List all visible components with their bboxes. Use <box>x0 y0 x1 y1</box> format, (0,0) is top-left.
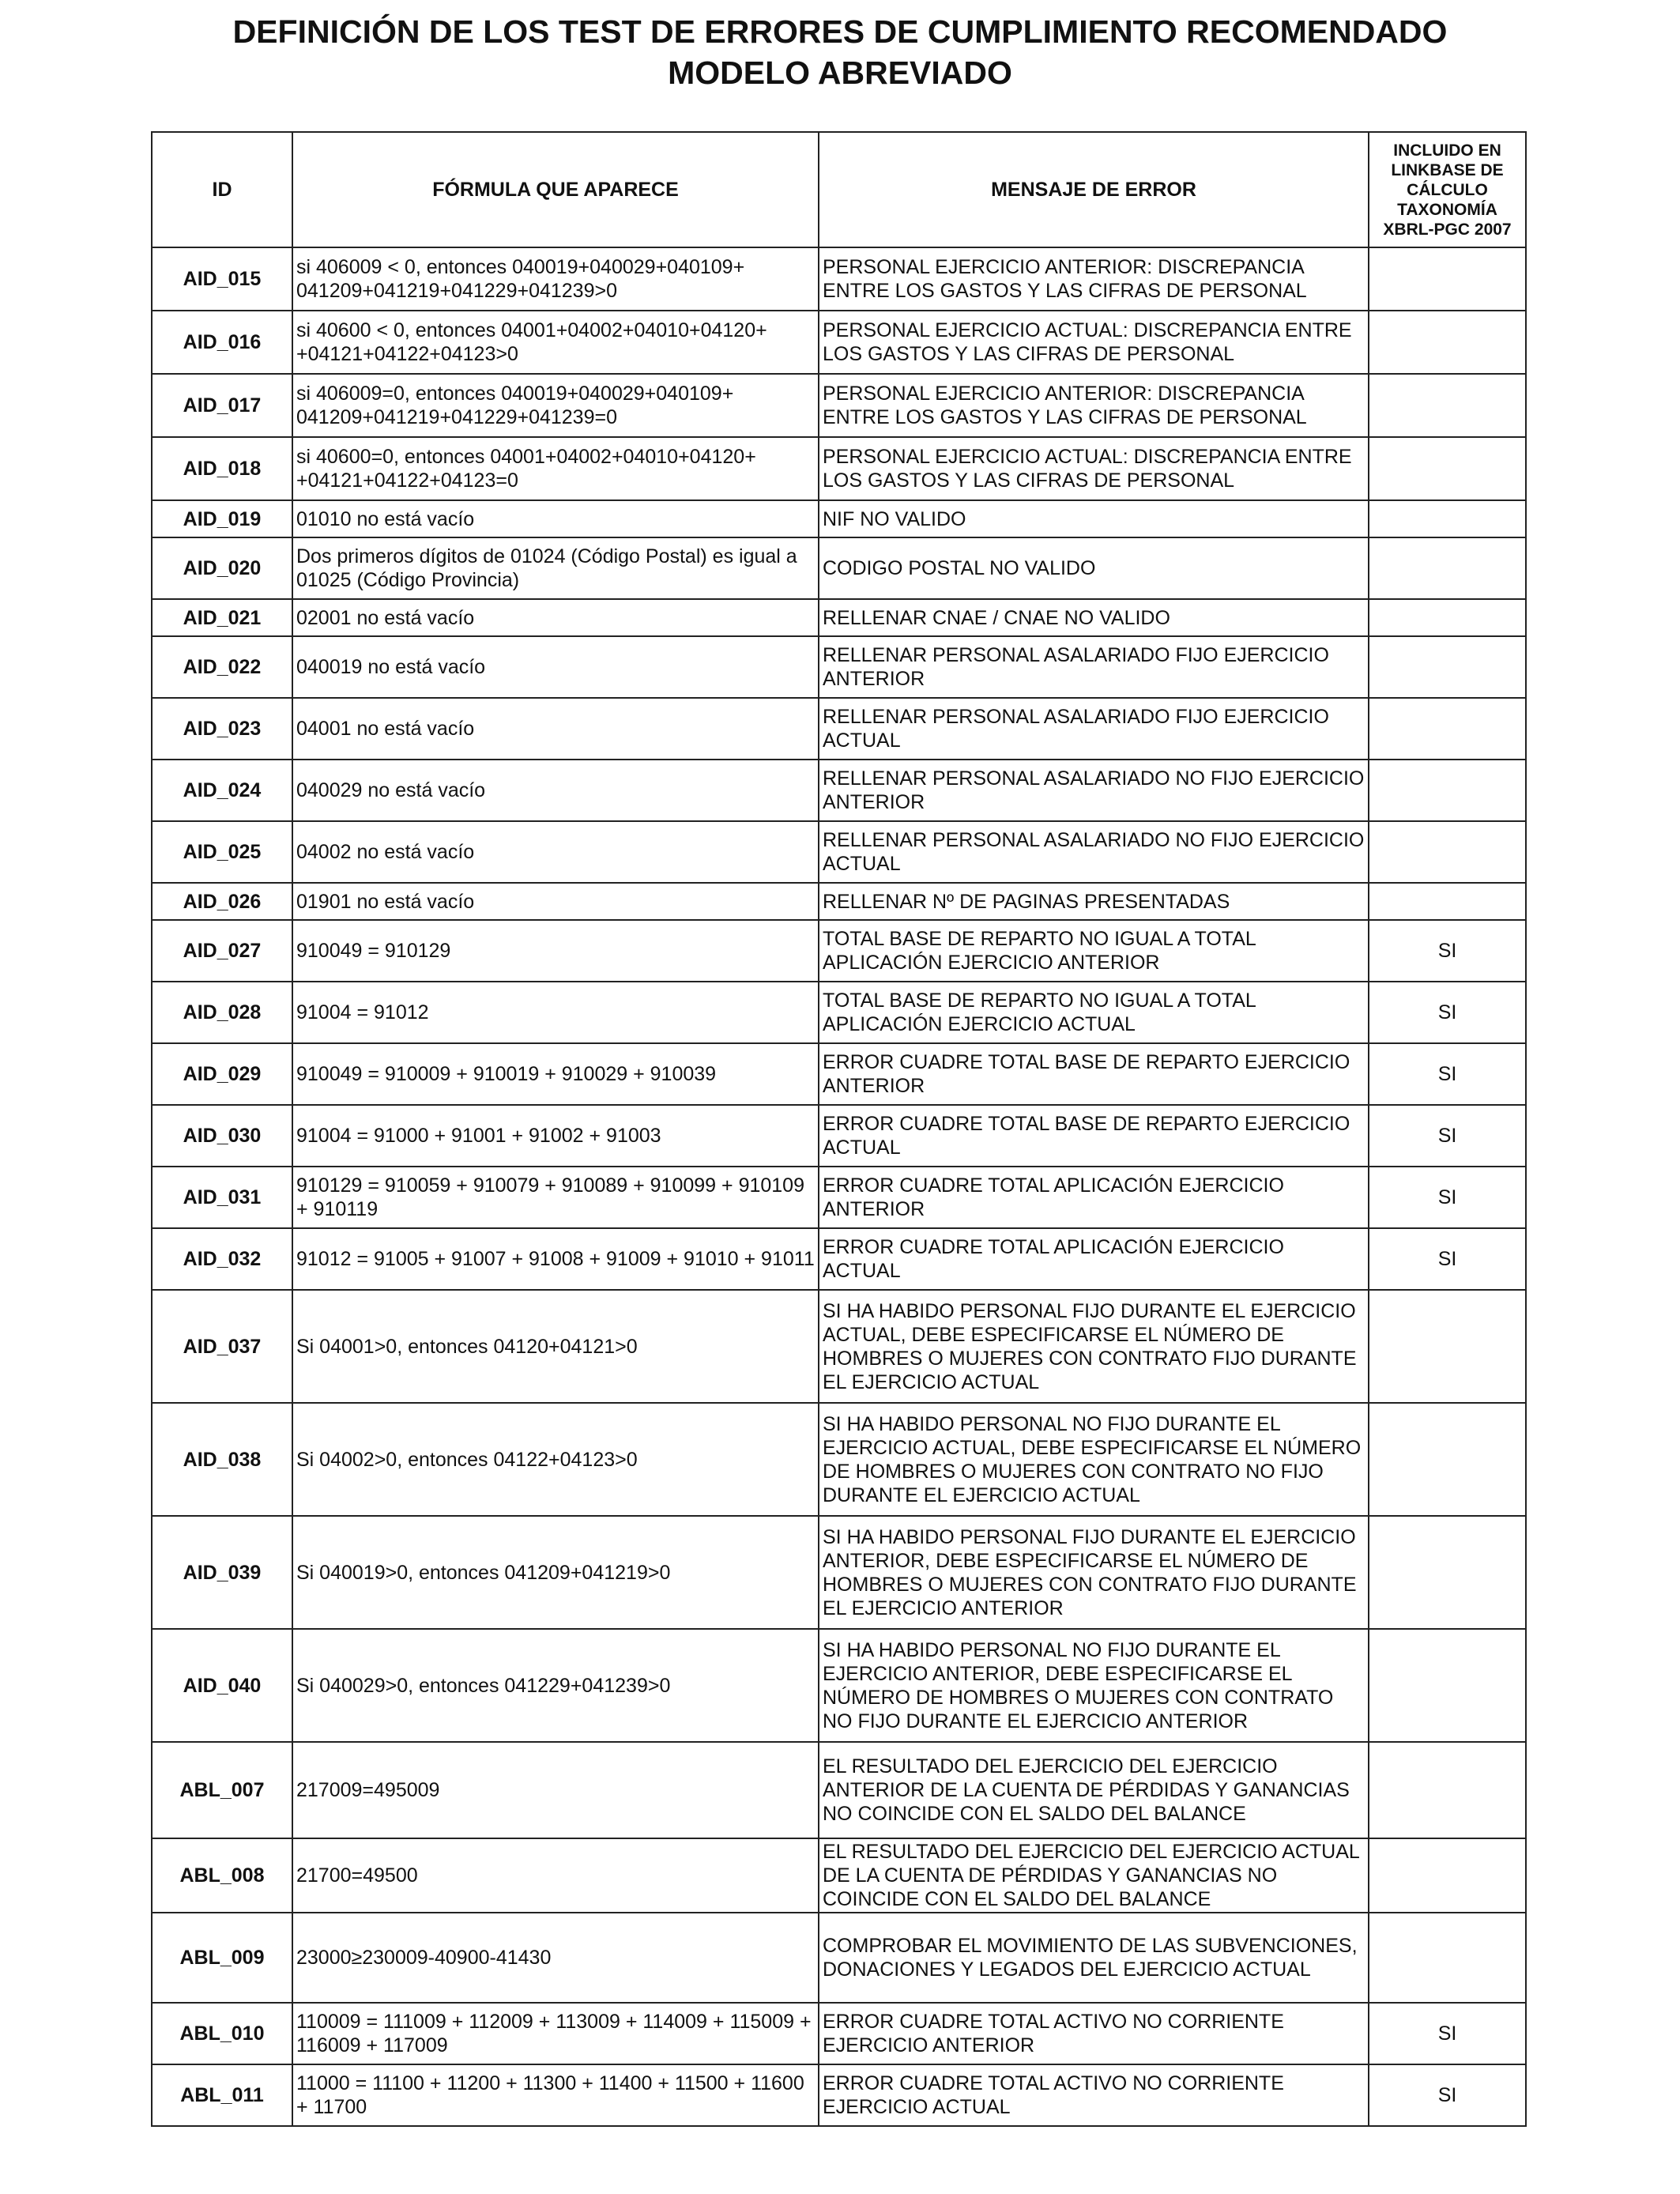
row-formula: 01010 no está vacío <box>292 500 819 537</box>
row-message: EL RESULTADO DEL EJERCICIO DEL EJERCICIO ANTERIOR DE LA CUENTA DE PÉRDIDAS Y GANANCIAS NO COINCIDE CON EL SALDO DEL BALANCE <box>819 1742 1369 1838</box>
row-id: AID_025 <box>152 821 292 883</box>
row-formula: 04001 no está vacío <box>292 698 819 760</box>
row-formula: 910049 = 910129 <box>292 920 819 982</box>
row-id: AID_019 <box>152 500 292 537</box>
table-row <box>152 1838 1526 1913</box>
row-included <box>1369 311 1526 374</box>
row-message: COMPROBAR EL MOVIMIENTO DE LAS SUBVENCIONES, DONACIONES Y LEGADOS DEL EJERCICIO ACTUAL <box>819 1913 1369 2003</box>
row-included <box>1369 500 1526 537</box>
row-message: SI HA HABIDO PERSONAL FIJO DURANTE EL EJERCICIO ANTERIOR, DEBE ESPECIFICARSE EL NÚMERO DE HOMBRES O MUJERES CON CONTRATO FIJO DURANTE EL EJERCICIO ANTERIOR <box>819 1516 1369 1629</box>
row-id: AID_018 <box>152 437 292 500</box>
header-formula: FÓRMULA QUE APARECE <box>292 132 819 247</box>
row-id: AID_015 <box>152 247 292 311</box>
header-message: MENSAJE DE ERROR <box>819 132 1369 247</box>
row-formula: 91004 = 91012 <box>292 982 819 1043</box>
table-row <box>152 698 1526 760</box>
table-row <box>152 636 1526 698</box>
page-title <box>0 11 1680 93</box>
row-included <box>1369 698 1526 760</box>
row-id: AID_032 <box>152 1228 292 1290</box>
header-id: ID <box>152 132 292 247</box>
row-id: ABL_009 <box>152 1913 292 2003</box>
row-formula: 02001 no está vacío <box>292 599 819 636</box>
header-included <box>1369 132 1526 247</box>
row-message: ERROR CUADRE TOTAL APLICACIÓN EJERCICIO ANTERIOR <box>819 1167 1369 1228</box>
row-id: AID_037 <box>152 1290 292 1403</box>
row-message: SI HA HABIDO PERSONAL NO FIJO DURANTE EL EJERCICIO ACTUAL, DEBE ESPECIFICARSE EL NÚMERO DE HOMBRES O MUJERES CON CONTRATO NO FIJO DURANTE EL EJERCICIO ACTUAL <box>819 1403 1369 1516</box>
table-row <box>152 1228 1526 1290</box>
table-row <box>152 1629 1526 1742</box>
row-formula: 91004 = 91000 + 91001 + 91002 + 91003 <box>292 1105 819 1167</box>
row-formula: 040019 no está vacío <box>292 636 819 698</box>
header-included-line: INCLUIDO EN <box>1393 141 1501 160</box>
table-row <box>152 1913 1526 2003</box>
table-row <box>152 537 1526 599</box>
table-row <box>152 1403 1526 1516</box>
row-included <box>1369 247 1526 311</box>
row-id: AID_016 <box>152 311 292 374</box>
row-included <box>1369 437 1526 500</box>
row-message: PERSONAL EJERCICIO ACTUAL: DISCREPANCIA ENTRE LOS GASTOS Y LAS CIFRAS DE PERSONAL <box>819 437 1369 500</box>
row-formula: 910129 = 910059 + 910079 + 910089 + 910099 + 910109 + 910119 <box>292 1167 819 1228</box>
row-id: ABL_010 <box>152 2003 292 2064</box>
row-id: AID_022 <box>152 636 292 698</box>
row-included <box>1369 821 1526 883</box>
row-message: CODIGO POSTAL NO VALIDO <box>819 537 1369 599</box>
row-formula: si 40600 < 0, entonces 04001+04002+04010+04120+ +04121+04122+04123>0 <box>292 311 819 374</box>
row-id: AID_021 <box>152 599 292 636</box>
row-message: SI HA HABIDO PERSONAL FIJO DURANTE EL EJERCICIO ACTUAL, DEBE ESPECIFICARSE EL NÚMERO DE HOMBRES O MUJERES CON CONTRATO FIJO DURANTE EL EJERCICIO ACTUAL <box>819 1290 1369 1403</box>
row-id: AID_030 <box>152 1105 292 1167</box>
row-formula: 21700=49500 <box>292 1838 819 1913</box>
table-row <box>152 374 1526 437</box>
row-included: SI <box>1369 982 1526 1043</box>
row-message: RELLENAR PERSONAL ASALARIADO NO FIJO EJERCICIO ANTERIOR <box>819 760 1369 821</box>
row-message: EL RESULTADO DEL EJERCICIO DEL EJERCICIO ACTUAL DE LA CUENTA DE PÉRDIDAS Y GANANCIAS NO COINCIDE CON EL SALDO DEL BALANCE <box>819 1838 1369 1913</box>
row-formula: 11000 = 11100 + 11200 + 11300 + 11400 + 11500 + 11600 + 11700 <box>292 2064 819 2126</box>
row-formula: si 406009 < 0, entonces 040019+040029+040109+ 041209+041219+041229+041239>0 <box>292 247 819 311</box>
row-id: AID_027 <box>152 920 292 982</box>
row-message: ERROR CUADRE TOTAL ACTIVO NO CORRIENTE EJERCICIO ANTERIOR <box>819 2003 1369 2064</box>
row-included: SI <box>1369 1167 1526 1228</box>
row-formula: 110009 = 111009 + 112009 + 113009 + 114009 + 115009 + 116009 + 117009 <box>292 2003 819 2064</box>
error-tests-table <box>151 131 1527 2127</box>
row-formula: 910049 = 910009 + 910019 + 910029 + 910039 <box>292 1043 819 1105</box>
row-message: NIF NO VALIDO <box>819 500 1369 537</box>
row-included: SI <box>1369 2003 1526 2064</box>
row-id: AID_017 <box>152 374 292 437</box>
table-row <box>152 500 1526 537</box>
row-formula: Dos primeros dígitos de 01024 (Código Postal) es igual a 01025 (Código Provincia) <box>292 537 819 599</box>
table-row <box>152 247 1526 311</box>
row-message: RELLENAR CNAE / CNAE NO VALIDO <box>819 599 1369 636</box>
row-formula: Si 04001>0, entonces 04120+04121>0 <box>292 1290 819 1403</box>
table-row <box>152 2003 1526 2064</box>
table-row <box>152 1516 1526 1629</box>
row-formula: Si 040029>0, entonces 041229+041239>0 <box>292 1629 819 1742</box>
row-formula: 91012 = 91005 + 91007 + 91008 + 91009 + 91010 + 91011 <box>292 1228 819 1290</box>
table-row <box>152 982 1526 1043</box>
row-included <box>1369 1516 1526 1629</box>
table-row <box>152 1290 1526 1403</box>
row-id: AID_020 <box>152 537 292 599</box>
table-row <box>152 1742 1526 1838</box>
row-included <box>1369 1838 1526 1913</box>
row-message: ERROR CUADRE TOTAL ACTIVO NO CORRIENTE EJERCICIO ACTUAL <box>819 2064 1369 2126</box>
table-row <box>152 599 1526 636</box>
row-message: ERROR CUADRE TOTAL BASE DE REPARTO EJERCICIO ANTERIOR <box>819 1043 1369 1105</box>
table-row <box>152 920 1526 982</box>
row-included: SI <box>1369 1228 1526 1290</box>
row-included <box>1369 1742 1526 1838</box>
row-id: AID_040 <box>152 1629 292 1742</box>
row-included <box>1369 374 1526 437</box>
row-formula: Si 040019>0, entonces 041209+041219>0 <box>292 1516 819 1629</box>
row-included <box>1369 599 1526 636</box>
row-included: SI <box>1369 920 1526 982</box>
row-id: AID_031 <box>152 1167 292 1228</box>
row-included: SI <box>1369 2064 1526 2126</box>
row-message: RELLENAR PERSONAL ASALARIADO FIJO EJERCICIO ANTERIOR <box>819 636 1369 698</box>
table-row <box>152 311 1526 374</box>
title-line-1: DEFINICIÓN DE LOS TEST DE ERRORES DE CUMPLIMIENTO RECOMENDADO <box>232 13 1448 50</box>
row-included <box>1369 1403 1526 1516</box>
table-row <box>152 883 1526 920</box>
row-id: AID_026 <box>152 883 292 920</box>
row-message: PERSONAL EJERCICIO ANTERIOR: DISCREPANCIA ENTRE LOS GASTOS Y LAS CIFRAS DE PERSONAL <box>819 247 1369 311</box>
header-included-line: XBRL-PGC 2007 <box>1383 220 1512 239</box>
table-row <box>152 821 1526 883</box>
row-id: ABL_007 <box>152 1742 292 1838</box>
row-formula: 01901 no está vacío <box>292 883 819 920</box>
row-included <box>1369 1913 1526 2003</box>
row-formula: 217009=495009 <box>292 1742 819 1838</box>
table-row <box>152 1043 1526 1105</box>
row-message: RELLENAR PERSONAL ASALARIADO FIJO EJERCICIO ACTUAL <box>819 698 1369 760</box>
row-id: ABL_008 <box>152 1838 292 1913</box>
row-included <box>1369 636 1526 698</box>
row-formula: 23000≥230009-40900-41430 <box>292 1913 819 2003</box>
row-formula: 040029 no está vacío <box>292 760 819 821</box>
row-id: AID_029 <box>152 1043 292 1105</box>
title-line-2: MODELO ABREVIADO <box>668 55 1012 91</box>
row-id: AID_028 <box>152 982 292 1043</box>
row-included <box>1369 760 1526 821</box>
row-formula: Si 04002>0, entonces 04122+04123>0 <box>292 1403 819 1516</box>
row-included <box>1369 1629 1526 1742</box>
row-message: RELLENAR PERSONAL ASALARIADO NO FIJO EJERCICIO ACTUAL <box>819 821 1369 883</box>
row-message: PERSONAL EJERCICIO ACTUAL: DISCREPANCIA ENTRE LOS GASTOS Y LAS CIFRAS DE PERSONAL <box>819 311 1369 374</box>
row-id: AID_038 <box>152 1403 292 1516</box>
row-message: SI HA HABIDO PERSONAL NO FIJO DURANTE EL EJERCICIO ANTERIOR, DEBE ESPECIFICARSE EL NÚMERO DE HOMBRES O MUJERES CON CONTRATO NO FIJO DURANTE EL EJERCICIO ANTERIOR <box>819 1629 1369 1742</box>
row-message: ERROR CUADRE TOTAL APLICACIÓN EJERCICIO ACTUAL <box>819 1228 1369 1290</box>
row-message: TOTAL BASE DE REPARTO NO IGUAL A TOTAL APLICACIÓN EJERCICIO ANTERIOR <box>819 920 1369 982</box>
header-included-line: LINKBASE DE <box>1391 160 1504 179</box>
row-id: AID_023 <box>152 698 292 760</box>
row-message: TOTAL BASE DE REPARTO NO IGUAL A TOTAL APLICACIÓN EJERCICIO ACTUAL <box>819 982 1369 1043</box>
row-id: AID_039 <box>152 1516 292 1629</box>
row-id: AID_024 <box>152 760 292 821</box>
row-message: RELLENAR Nº DE PAGINAS PRESENTADAS <box>819 883 1369 920</box>
row-formula: 04002 no está vacío <box>292 821 819 883</box>
table-row <box>152 1105 1526 1167</box>
row-message: ERROR CUADRE TOTAL BASE DE REPARTO EJERCICIO ACTUAL <box>819 1105 1369 1167</box>
table-row <box>152 760 1526 821</box>
header-included-line: CÁLCULO <box>1407 180 1488 199</box>
table-row <box>152 437 1526 500</box>
row-included: SI <box>1369 1043 1526 1105</box>
row-message: PERSONAL EJERCICIO ANTERIOR: DISCREPANCIA ENTRE LOS GASTOS Y LAS CIFRAS DE PERSONAL <box>819 374 1369 437</box>
row-id: ABL_011 <box>152 2064 292 2126</box>
header-included-line: TAXONOMÍA <box>1397 200 1497 219</box>
row-included <box>1369 883 1526 920</box>
table-row <box>152 1167 1526 1228</box>
row-formula: si 406009=0, entonces 040019+040029+040109+ 041209+041219+041229+041239=0 <box>292 374 819 437</box>
row-included: SI <box>1369 1105 1526 1167</box>
table-row <box>152 2064 1526 2126</box>
table-header-row <box>152 132 1526 247</box>
row-included <box>1369 537 1526 599</box>
row-formula: si 40600=0, entonces 04001+04002+04010+04120+ +04121+04122+04123=0 <box>292 437 819 500</box>
row-included <box>1369 1290 1526 1403</box>
